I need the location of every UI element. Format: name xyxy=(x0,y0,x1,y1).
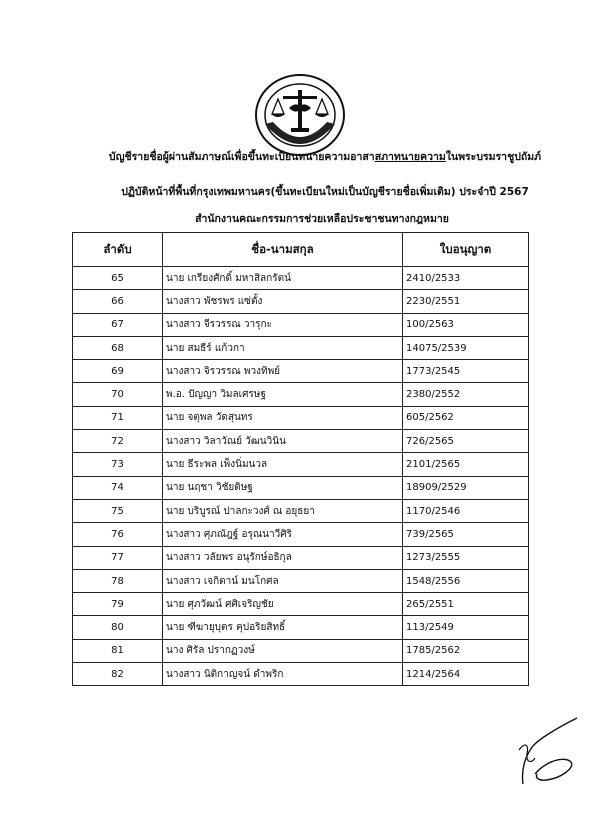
cell-order: 75 xyxy=(73,499,163,522)
table-header-row xyxy=(73,233,529,267)
cell-order: 82 xyxy=(73,663,163,686)
cell-order: 74 xyxy=(73,476,163,499)
cell-order: 78 xyxy=(73,569,163,592)
cell-order: 67 xyxy=(73,313,163,336)
table-row xyxy=(73,476,529,499)
header-full-name: ชื่อ-นามสกุล xyxy=(163,233,403,267)
cell-full-name: นาย ฑีฆายุบุตร คุปอริยสิทธิ์ xyxy=(163,616,403,639)
handwritten-signature-icon xyxy=(505,712,585,788)
cell-full-name: นาง ศิรัล ปรากฏวงษ์ xyxy=(163,639,403,662)
table-row xyxy=(73,290,529,313)
cell-full-name: นางสาว จีรวรรณ วารุกะ xyxy=(163,313,403,336)
cell-license: 2410/2533 xyxy=(403,267,529,290)
document-title: บัญชีรายชื่อผู้ผ่านสัมภาษณ์เพื่อขึ้นทะเบียนทนายความอาสาสภาทนายความในพระบรมราชูปถัมภ์ xyxy=(108,151,542,163)
table-row xyxy=(73,336,529,359)
cell-full-name: นางสาว ศุภณัฎฐ์ อรุณนาวีศิริ xyxy=(163,523,403,546)
table-row xyxy=(73,523,529,546)
table-row xyxy=(73,593,529,616)
cell-order: 70 xyxy=(73,383,163,406)
cell-license: 1214/2564 xyxy=(403,663,529,686)
cell-full-name: นางสาว วลัยพร อนุรักษ์อธิกุล xyxy=(163,546,403,569)
registration-table xyxy=(72,232,529,686)
cell-license: 100/2563 xyxy=(403,313,529,336)
table-row xyxy=(73,569,529,592)
cell-license: 1785/2562 xyxy=(403,639,529,662)
table-row xyxy=(73,663,529,686)
cell-license: 2230/2551 xyxy=(403,290,529,313)
table-row xyxy=(73,616,529,639)
table-row xyxy=(73,313,529,336)
cell-full-name: นาย เกรียงศักดิ์ มหาสิลกรัตน์ xyxy=(163,267,403,290)
cell-order: 79 xyxy=(73,593,163,616)
table-row xyxy=(73,453,529,476)
table-row xyxy=(73,383,529,406)
organization-name: สำนักงานคณะกรรมการช่วยเหลือประชาชนทางกฎหมาย xyxy=(195,213,449,225)
cell-order: 69 xyxy=(73,360,163,383)
cell-order: 68 xyxy=(73,336,163,359)
cell-license: 2380/2552 xyxy=(403,383,529,406)
cell-order: 66 xyxy=(73,290,163,313)
table-row xyxy=(73,639,529,662)
cell-license: 18909/2529 xyxy=(403,476,529,499)
table-row xyxy=(73,267,529,290)
cell-order: 71 xyxy=(73,406,163,429)
cell-order: 72 xyxy=(73,430,163,453)
cell-full-name: นาย บริบูรณ์ ปาลกะวงศ์ ณ อยุธยา xyxy=(163,499,403,522)
organization-seal-icon xyxy=(253,72,347,158)
cell-order: 81 xyxy=(73,639,163,662)
cell-license: 605/2562 xyxy=(403,406,529,429)
cell-license: 1273/2555 xyxy=(403,546,529,569)
cell-order: 77 xyxy=(73,546,163,569)
table-row xyxy=(73,360,529,383)
cell-license: 739/2565 xyxy=(403,523,529,546)
cell-full-name: นางสาว เจกิตาน์ มนโกศล xyxy=(163,569,403,592)
table-row xyxy=(73,499,529,522)
cell-license: 1170/2546 xyxy=(403,499,529,522)
cell-full-name: นาย จตุพล วัดสุนทร xyxy=(163,406,403,429)
cell-full-name: นางสาว จิรวรรณ พวงทิพย์ xyxy=(163,360,403,383)
cell-license: 14075/2539 xyxy=(403,336,529,359)
document-subtitle: ปฏิบัติหน้าที่พื้นที่กรุงเทพมหานคร(ขึ้นทะเบียนใหม่เป็นบัญชีรายชื่อเพิ่มเติม) ประจำปี 2567 xyxy=(121,186,529,198)
cell-full-name: นางสาว วิลาวัณย์ วัฒนวินิน xyxy=(163,430,403,453)
cell-full-name: นาย ธีระพล เพ็งนิ่มนวล xyxy=(163,453,403,476)
cell-order: 73 xyxy=(73,453,163,476)
table-row xyxy=(73,430,529,453)
cell-full-name: นางสาว นิติกาญจน์ ดำพริก xyxy=(163,663,403,686)
table-row xyxy=(73,406,529,429)
cell-full-name: นาย ศุภวัฒน์ ศศิเจริญชัย xyxy=(163,593,403,616)
cell-order: 80 xyxy=(73,616,163,639)
cell-order: 76 xyxy=(73,523,163,546)
cell-full-name: พ.อ. ปัญญา วิมลเศรษฐ xyxy=(163,383,403,406)
cell-license: 265/2551 xyxy=(403,593,529,616)
header-order: ลำดับ xyxy=(73,233,163,267)
cell-full-name: นาย นฤชา วิชัยดิษฐ xyxy=(163,476,403,499)
cell-full-name: นาย สมธีร์ แก้วกา xyxy=(163,336,403,359)
cell-order: 65 xyxy=(73,267,163,290)
cell-license: 1548/2556 xyxy=(403,569,529,592)
header-license: ใบอนุญาต xyxy=(403,233,529,267)
cell-full-name: นางสาว พัชรพร แซ่ตั้ง xyxy=(163,290,403,313)
table-row xyxy=(73,546,529,569)
cell-license: 1773/2545 xyxy=(403,360,529,383)
cell-license: 726/2565 xyxy=(403,430,529,453)
cell-license: 113/2549 xyxy=(403,616,529,639)
cell-license: 2101/2565 xyxy=(403,453,529,476)
